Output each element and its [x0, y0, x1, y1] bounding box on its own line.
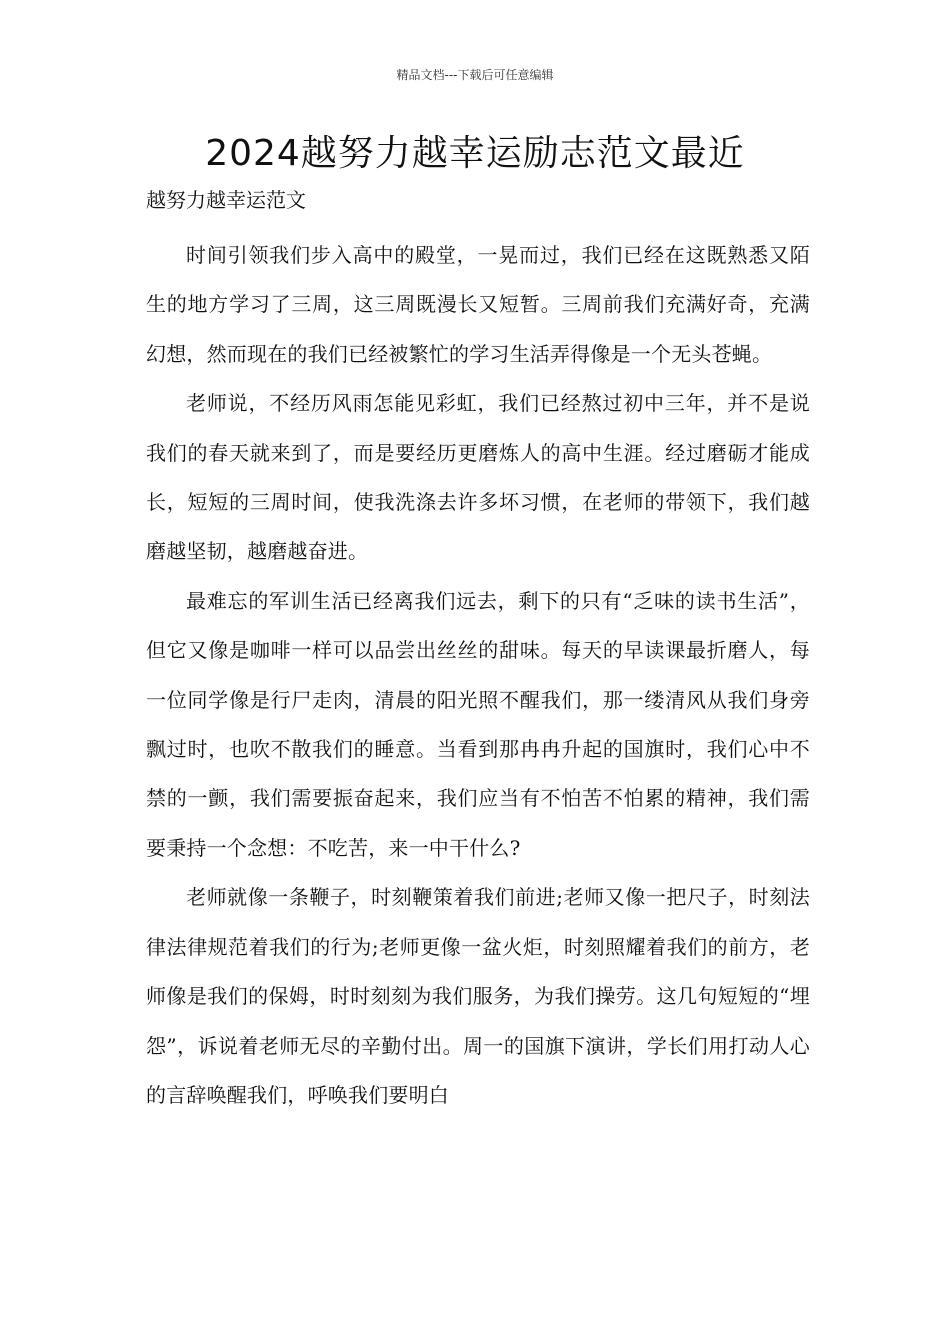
header-note: 精品文档---下载后可任意编辑: [396, 68, 554, 82]
paragraph-4: 老师就像一条鞭子，时刻鞭策着我们前进;老师又像一把尺子，时刻法律法律规范着我们的行为;老师更像一盆火炬，时刻照耀着我们的前方，老师像是我们的保姆，时时刻刻为我们服务，为我们操劳。这几句短短的“埋怨”，诉说着老师无尽的辛勤付出。周一的国旗下演讲，学长们用打动人心的言辞唤醒我们，呼唤我们要明白: [146, 885, 810, 1107]
document-title: 2024越努力越幸运励志范文最近: [205, 133, 745, 174]
document-body: [146, 231, 810, 1120]
paragraph-2: 老师说，不经历风雨怎能见彩虹，我们已经熬过初中三年，并不是说我们的春天就来到了，而是要经历更磨炼人的高中生涯。经过磨砺才能成长，短短的三周时间，使我洗涤去许多坏习惯，在老师的带领下，我们越磨越坚韧，越磨越奋进。: [146, 391, 810, 564]
document-subtitle: 越努力越幸运范文: [146, 188, 306, 212]
paragraph-3: 最难忘的军训生活已经离我们远去，剩下的只有“乏味的读书生活”，但它又像是咖啡一样可以品尝出丝丝的甜味。每天的早读课最折磨人，每一位同学像是行尸走肉，清晨的阳光照不醒我们，那一缕清风从我们身旁飘过时，也吹不散我们的睡意。当看到那冉冉升起的国旗时，我们心中不禁的一颤，我们需要振奋起来，我们应当有不怕苦不怕累的精神，我们需要秉持一个念想：不吃苦，来一中干什么?: [146, 588, 810, 860]
paragraph-1: 时间引领我们步入高中的殿堂，一晃而过，我们已经在这既熟悉又陌生的地方学习了三周，这三周既漫长又短暂。三周前我们充满好奇，充满幻想，然而现在的我们已经被繁忙的学习生活弄得像是一个无头苍蝇。: [146, 243, 810, 366]
